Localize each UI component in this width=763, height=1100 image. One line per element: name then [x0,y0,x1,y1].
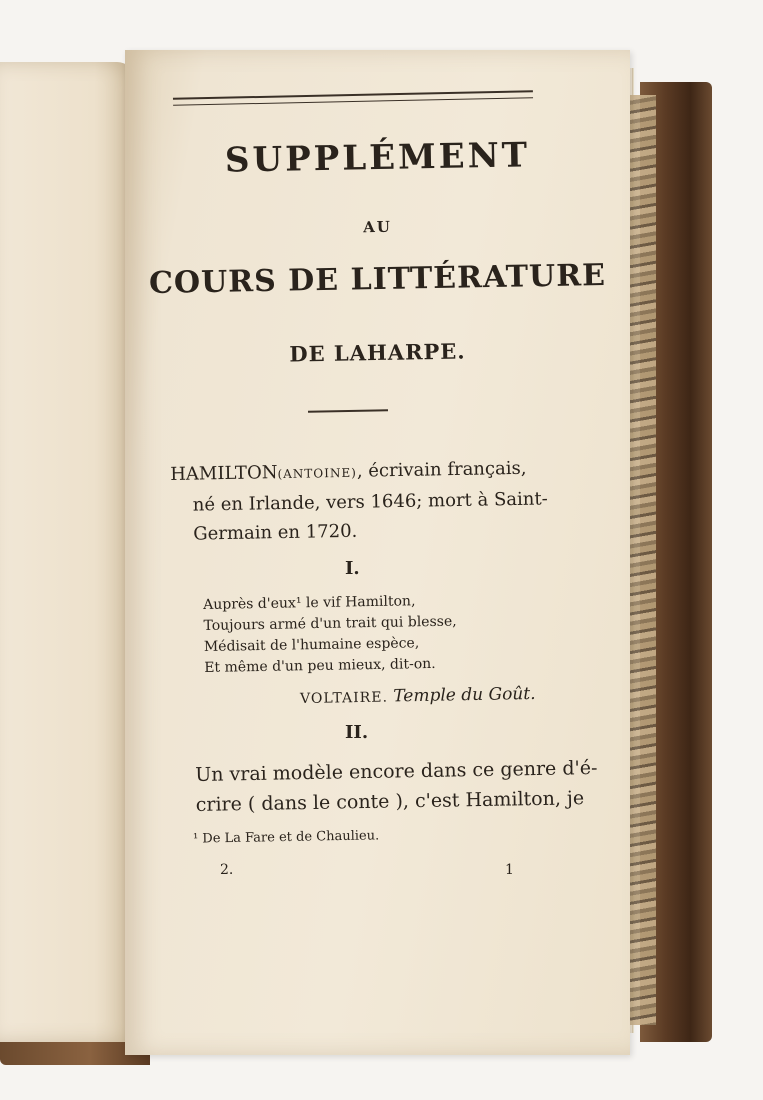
author-line: DE LAHARPE. [289,338,466,367]
paragraph [195,753,598,820]
top-rule [173,90,533,106]
middle-rule [308,409,388,412]
marbled-edge [628,95,656,1025]
entry-name: HAMILTON [170,462,278,485]
title-page [125,50,630,1055]
verse-block [203,591,458,679]
entry-line3: Germain en 1720. [193,520,358,545]
signature-mark: 2. [220,862,234,878]
section-number-1: I. [345,558,360,579]
entry-heading [170,453,548,549]
entry-line2: né en Irlande, vers 1646; mort à Saint- [192,488,548,516]
paragraph-line: crire ( dans le conte ), c'est Hamilton, je [195,787,585,816]
entry-line1: , écrivain français, [356,457,527,482]
attribution-author: VOLTAIRE. [299,689,389,708]
entry-first-name: (ANTOINE) [277,465,357,482]
attribution-work: Temple du Goût. [393,683,536,707]
paragraph-line: Un vrai modèle encore dans ce genre d'é- [195,756,598,786]
page-title: SUPPLÉMENT [224,135,531,181]
section-number-2: II. [345,722,369,743]
verse-line: Et même d'un peu mieux, dit-on. [204,655,436,676]
attribution [300,684,536,708]
verse-line: Auprès d'eux¹ le vif Hamilton, [203,593,416,613]
footnote: ¹ De La Fare et de Chaulieu. [192,828,380,847]
title-connector: AU [362,217,393,237]
verse-line: Toujours armé d'un trait qui blesse, [203,613,457,634]
verse-line: Médisait de l'humaine espèce, [203,635,420,655]
folio-number: 1 [505,862,514,878]
left-page [0,62,135,1042]
page-subtitle: COURS DE LITTÉRATURE [148,258,607,301]
